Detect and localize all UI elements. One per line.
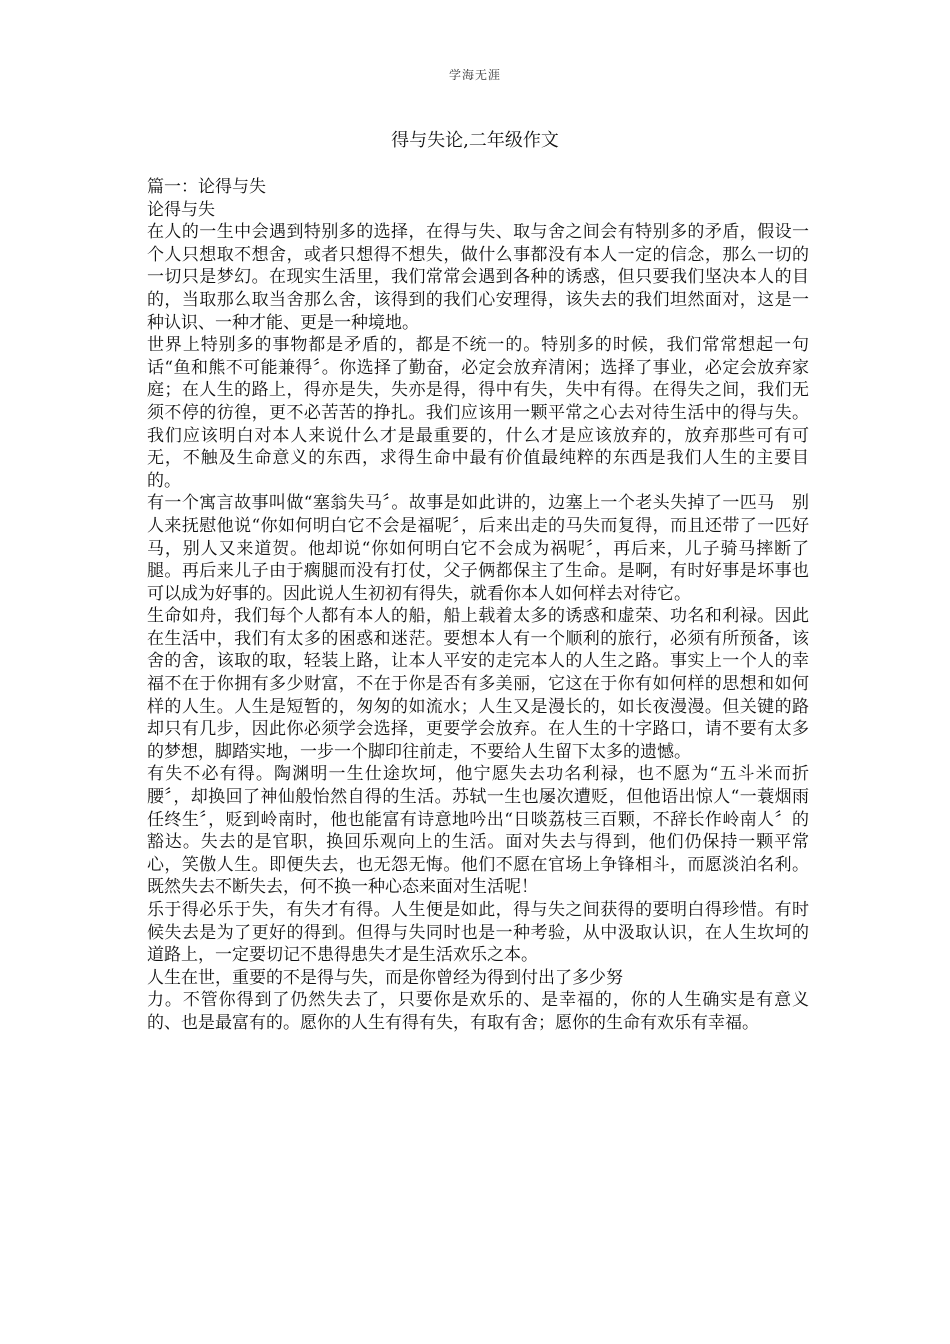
document-title: 得与失论,二年级作文 [391,130,559,151]
paragraph-7: 人生在世，重要的不是得与失，而是你曾经为得到付出了多少努 [147,967,623,988]
essay-title: 论得与失 [147,199,215,220]
paragraph-6: 乐于得必乐于失，有失才有得。人生便是如此，得与失之间获得的要明白得珍惜。有时候失去是为了更好的得到。但得与失同时也是一种考验，从中汲取认识，在人生坎坷的道路上，一定要切记不患得患失才是生活欢乐之本。 [147,900,809,966]
paragraph-2: 世界上特别多的事物都是矛盾的，都是不统一的。特别多的时候，我们常常想起一句话“鱼和熊不可能兼得〞。你选择了勤奋，必定会放弃清闲；选择了事业，必定会放弃家庭；在人生的路上，得亦是失，失亦是得，得中有失，失中有得。在得失之间，我们无须不停的彷徨，更不必苦苦的挣扎。我们应该用一颗平常之心去对待生活中的得与失。我们应该明白对本人来说什么才是最重要的，什么才是应该放弃的，放弃那些可有可无，不触及生命意义的东西，求得生命中最有价值最纯粹的东西是我们人生的主要目的。 [147,335,809,491]
paragraph-5: 有失不必有得。陶渊明一生仕途坎坷，他宁愿失去功名利禄，也不愿为“五斗米而折腰〞，却换回了神仙般怡然自得的生活。苏轼一生也屡次遭贬，但他语出惊人“一蓑烟雨任终生〞，贬到岭南时，他也能富有诗意地吟出“日啖荔枝三百颗，不辞长作岭南人〞的豁达。失去的是官职，换回乐观向上的生活。面对失去与得到，他们仍保持一颗平常心，笑傲人生。即便失去，也无怨无悔。他们不愿在官场上争锋相斗，而愿淡泊名利。既然失去不断失去，何不换一种心态来面对生活呢！ [147,764,809,898]
paragraph-1: 在人的一生中会遇到特别多的选择，在得与失、取与舍之间会有特别多的矛盾，假设一个人只想取不想舍，或者只想得不想失，做什么事都没有本人一定的信念，那么一切的一切只是梦幻。在现实生活里，我们常常会遇到各种的诱惑，但只要我们坚决本人的目的，当取那么取当舍那么舍，该得到的我们心安理得，该失去的我们坦然面对，这是一种认识、一种才能、更是一种境地。 [147,222,809,333]
paragraph-3: 有一个寓言故事叫做“塞翁失马〞。故事是如此讲的，边塞上一个老头失掉了一匹马 别人来抚慰他说“你如何明白它不会是福呢〞，后来出走的马失而复得，而且还带了一匹好马，别人又来道贺。他却说“你如何明白它不会成为祸呢〞，再后来，儿子骑马摔断了腿。再后来儿子由于瘸腿而没有打仗，父子俩都保主了生命。是啊，有时好事是坏事也可以成为好事的。因此说人生初初有得失，就看你本人如何样去对待它。 [147,493,809,604]
page-header-note: 学海无涯 [448,68,501,82]
paragraph-4: 生命如舟，我们每个人都有本人的船，船上载着太多的诱惑和虚荣、功名和利禄。因此在生活中，我们有太多的困惑和迷茫。要想本人有一个顺利的旅行，必须有所预备，该舍的舍，该取的取，轻装上路，让本人平安的走完本人的人生之路。事实上一个人的幸福不在于你拥有多少财富，不在于你是否有多美丽，它这在于你有如何样的思想和如何样的人生。人生是短暂的，匆匆的如流水；人生又是漫长的，如长夜漫漫。但关键的路却只有几步，因此你必须学会选择，更要学会放弃。在人生的十字路口，请不要有太多的梦想，脚踏实地，一步一个脚印往前走，不要给人生留下太多的遗憾。 [147,606,809,762]
essay-body [147,176,809,1035]
paragraph-8: 力。不管你得到了仍然失去了，只要你是欢乐的、是幸福的，你的人生确实是有意义的、也是最富有的。愿你的人生有得有失，有取有舍；愿你的生命有欢乐有幸福。 [147,990,809,1033]
section-heading: 篇一：论得与失 [147,177,266,197]
